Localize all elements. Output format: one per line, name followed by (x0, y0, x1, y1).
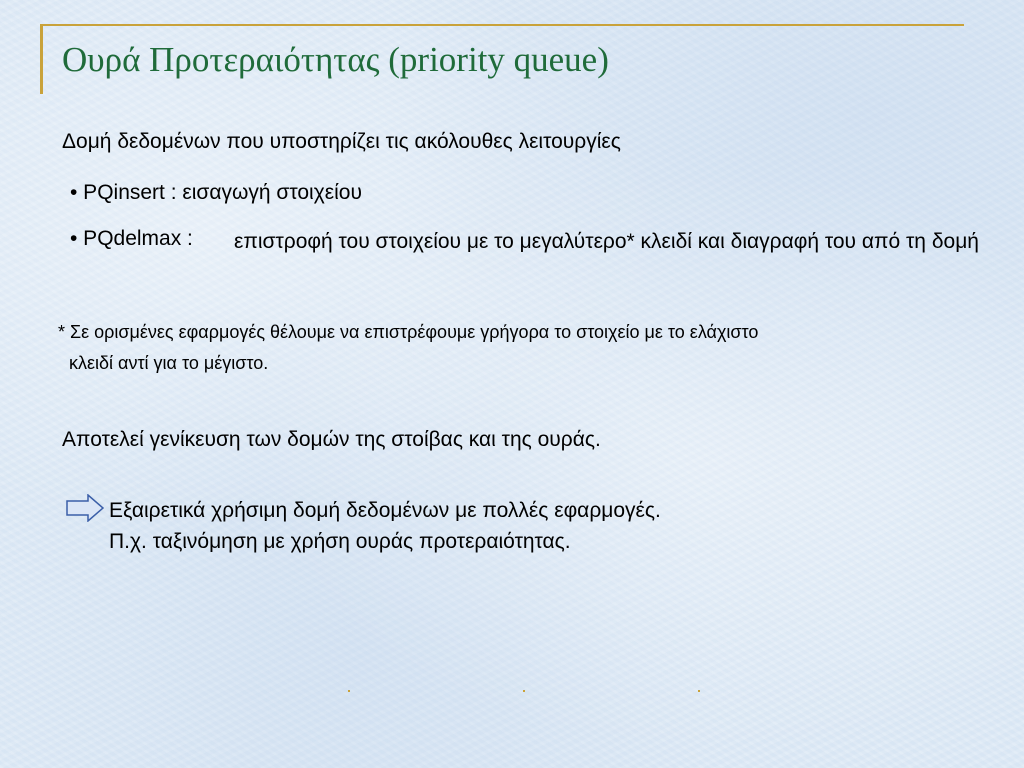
footnote-line-2: κλειδί αντί για το μέγιστο. (69, 353, 269, 373)
bullet-pqdelmax-text: επιστροφή του στοιχείου με το μεγαλύτερο* κλειδί και διαγραφή του από τη δομή (234, 230, 979, 253)
decorative-dot (523, 690, 525, 692)
usage-line-1: Εξαιρετικά χρήσιμη δομή δεδομένων με πολλές εφαρμογές. (109, 499, 661, 522)
usage-text (109, 495, 661, 557)
title-frame-top-line (40, 24, 964, 26)
title-frame-left-line (40, 24, 43, 94)
bullet-pqdelmax-label: • PQdelmax : (70, 227, 193, 250)
bullet-pqinsert: • PQinsert : εισαγωγή στοιχείου (70, 181, 362, 204)
intro-text: Δομή δεδομένων που υποστηρίζει τις ακόλουθες λειτουργίες (62, 130, 621, 153)
generalization-text: Αποτελεί γενίκευση των δομών της στοίβας και της ουράς. (62, 428, 601, 451)
decorative-dot (348, 690, 350, 692)
decorative-dot (698, 690, 700, 692)
footnote (58, 317, 978, 379)
usage-line-2: Π.χ. ταξινόμηση με χρήση ουράς προτεραιότητας. (109, 530, 571, 553)
slide-title: Ουρά Προτεραιότητας (priority queue) (62, 40, 609, 79)
footnote-line-1: * Σε ορισμένες εφαρμογές θέλουμε να επιστρέφουμε γρήγορα το στοιχείο με το ελάχιστο (58, 322, 759, 342)
right-arrow-icon (66, 494, 104, 522)
